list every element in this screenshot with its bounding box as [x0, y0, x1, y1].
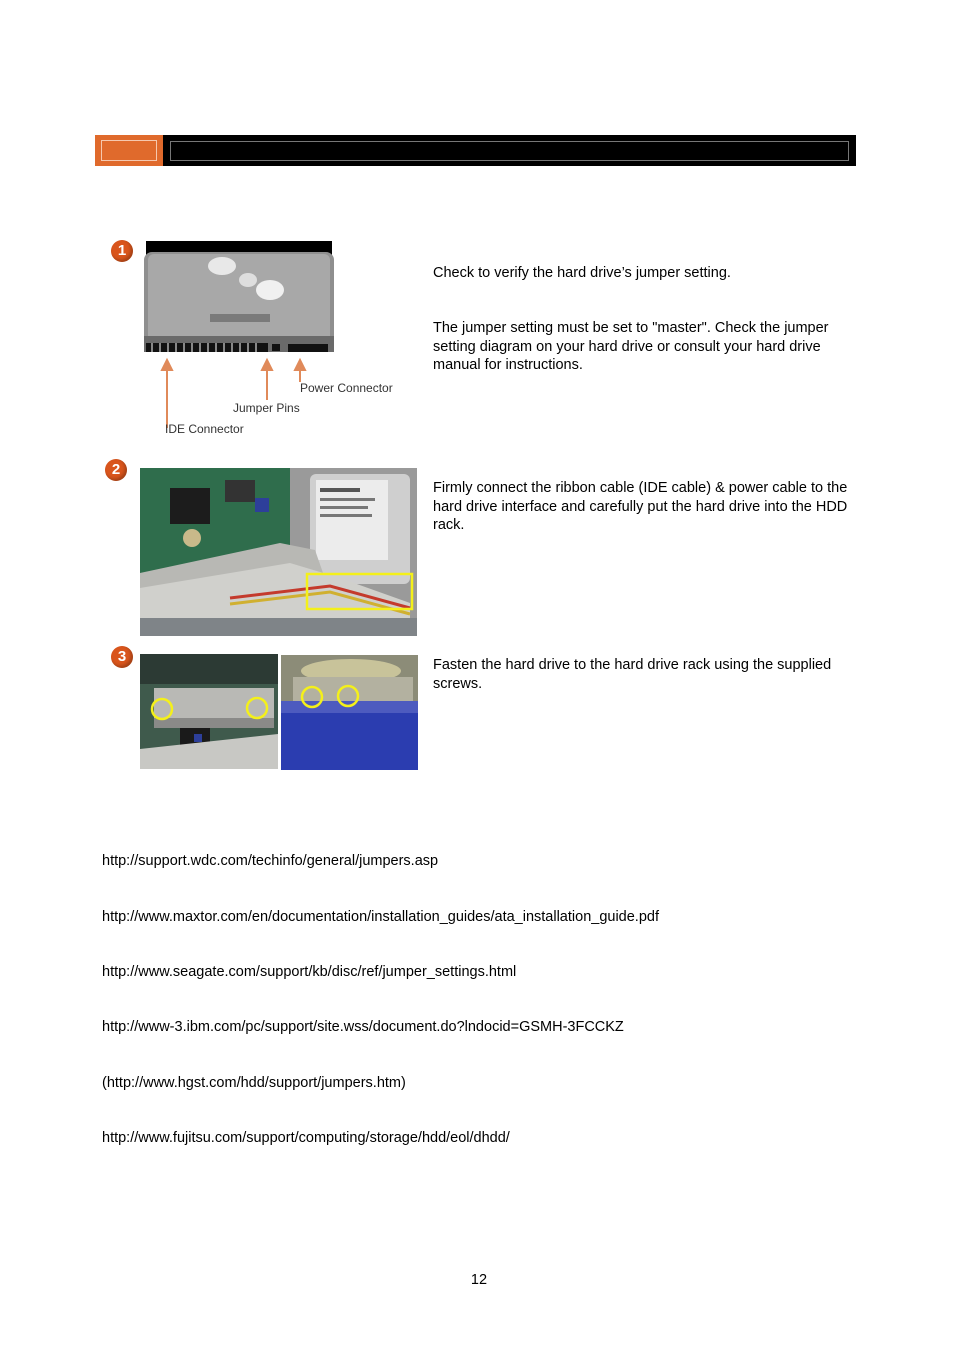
link-ibm[interactable]: http://www-3.ibm.com/pc/support/site.wss/document.do?lndocid=GSMH-3FCCKZ [102, 1019, 624, 1035]
step-3-badge: 3 [111, 646, 133, 668]
link-fujitsu[interactable]: http://www.fujitsu.com/support/computing/storage/hdd/eol/dhdd/ [102, 1130, 510, 1146]
link-maxtor[interactable]: http://www.maxtor.com/en/documentation/installation_guides/ata_installation_guide.pdf [102, 909, 659, 925]
step-1-text: Check to verify the hard drive’s jumper setting. [433, 265, 731, 281]
step-1-badge: 1 [111, 240, 133, 262]
page-number: 12 [470, 1272, 488, 1288]
step-2-text: Firmly connect the ribbon cable (IDE cable) & power cable to the hard drive interface and carefully put the hard drive into the HDD rack. [433, 480, 848, 533]
jumper-pins-label: Jumper Pins [233, 401, 300, 415]
link-seagate[interactable]: http://www.seagate.com/support/kb/disc/ref/jumper_settings.html [102, 964, 517, 980]
step-1-note: The jumper setting must be set to "master". Check the jumper setting diagram on your hard drive or consult your hard drive manual for instructions. [433, 320, 829, 373]
power-connector-label: Power Connector [300, 381, 393, 395]
link-hgst[interactable]: (http://www.hgst.com/hdd/support/jumpers.htm) [102, 1075, 406, 1091]
ide-connector-label: IDE Connector [165, 422, 244, 436]
screw-photo-left [140, 654, 278, 769]
header-accent-frame [101, 140, 157, 161]
cable-connection-photo [140, 468, 417, 636]
link-wdc[interactable]: http://support.wdc.com/techinfo/general/jumpers.asp [102, 853, 439, 869]
step-3-text: Fasten the hard drive to the hard drive rack using the supplied screws. [433, 657, 832, 692]
step-2-badge: 2 [105, 459, 127, 481]
header-bar-frame [170, 141, 849, 161]
screw-photo-right [281, 655, 418, 770]
